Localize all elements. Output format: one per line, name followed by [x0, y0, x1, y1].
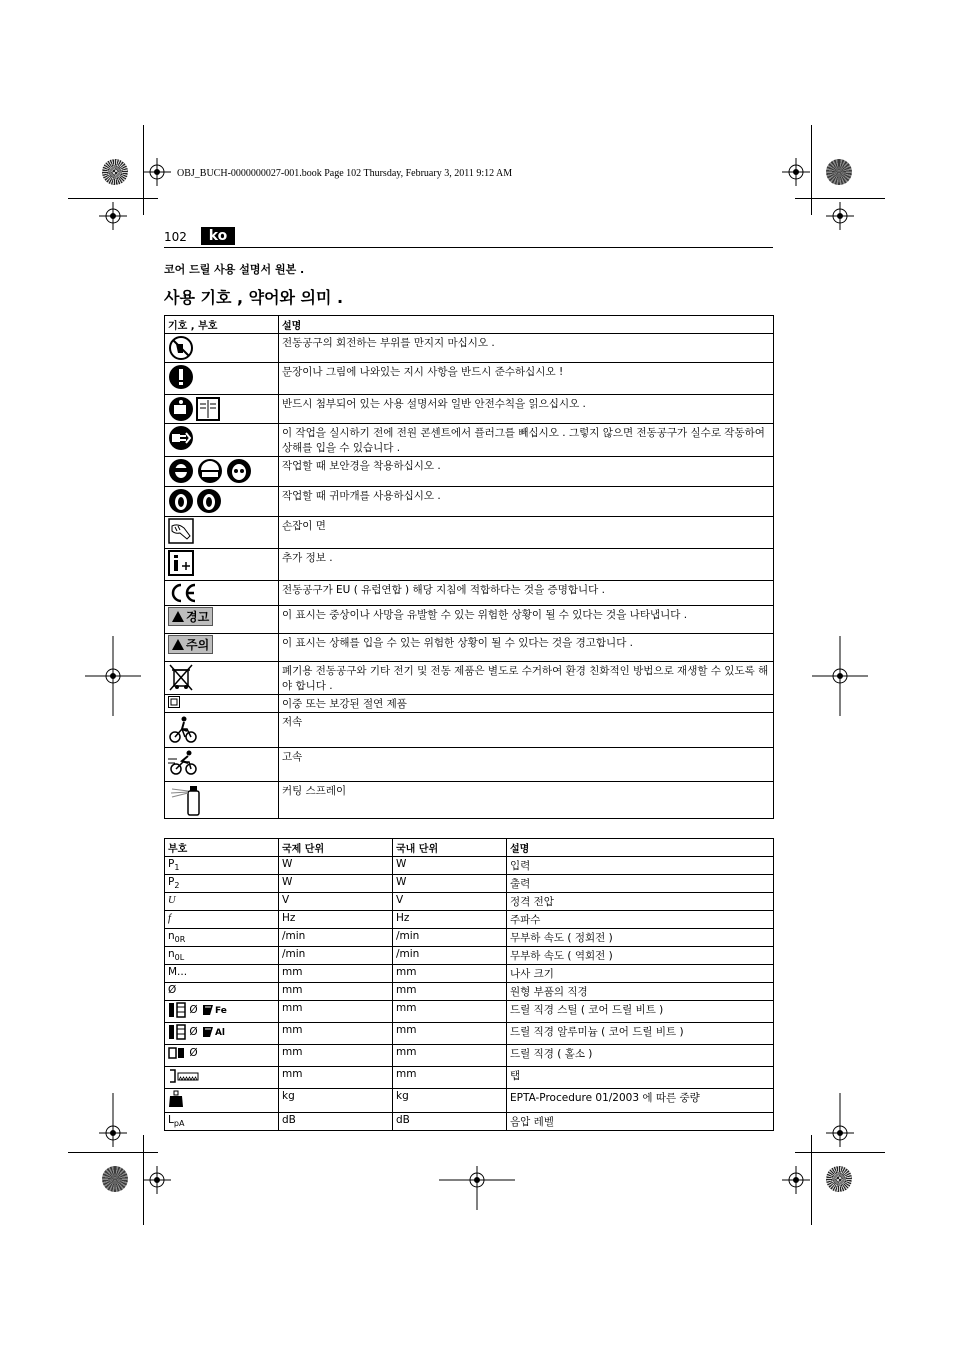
intl-unit-cell: W: [279, 875, 393, 893]
page-number: 102: [164, 230, 187, 244]
column-header: 설명: [279, 316, 774, 334]
intl-unit-cell: mm: [279, 1045, 393, 1067]
table-row: [165, 1113, 774, 1131]
row-description: 고속: [279, 748, 774, 782]
table-row: [165, 457, 774, 487]
crop-mark: [811, 125, 812, 215]
intl-unit-cell: mm: [279, 983, 393, 1001]
table-row: [165, 1023, 774, 1045]
description-cell: 무부하 속도 ( 정회전 ): [507, 929, 774, 947]
table-row: [165, 875, 774, 893]
intl-unit-cell: /min: [279, 947, 393, 965]
warning-label-text: 경고: [186, 610, 210, 624]
domestic-unit-cell: /min: [393, 947, 507, 965]
grip-surface-icon: [168, 518, 194, 544]
description-cell: 드릴 직경 ( 홀소 ): [507, 1045, 774, 1067]
info-icon: [168, 550, 194, 576]
table-row: [165, 695, 774, 713]
high-speed-icon: [168, 749, 198, 777]
symbol-cell: $n_{0R}$: [165, 929, 279, 947]
table-row: [165, 662, 774, 695]
symbol-cell: [165, 1067, 279, 1089]
warning-triangle-icon: [172, 611, 184, 622]
table-row: [165, 911, 774, 929]
weee-bin-icon: [168, 663, 194, 691]
table-row: [165, 782, 774, 819]
document-subtitle: 코어 드릴 사용 설명서 원본 .: [164, 263, 305, 276]
color-calibration-dot: [826, 159, 852, 185]
table-row: [165, 487, 774, 517]
row-description: 반드시 첨부되어 있는 사용 설명서와 일반 안전수칙을 읽으십시오 .: [279, 395, 774, 424]
table-row: [165, 606, 774, 634]
crop-mark: [143, 1135, 144, 1225]
description-cell: 무부하 속도 ( 역회전 ): [507, 947, 774, 965]
table-row: [165, 581, 774, 606]
table-row: [165, 1045, 774, 1067]
column-header: 부호: [165, 839, 279, 857]
table-row: [165, 748, 774, 782]
symbol-cell: $P_2$: [165, 875, 279, 893]
read-manual-icon: [168, 396, 222, 422]
domestic-unit-cell: mm: [393, 1067, 507, 1089]
intl-unit-cell: kg: [279, 1089, 393, 1113]
description-cell: 탭: [507, 1067, 774, 1089]
warning-triangle-icon: [172, 639, 184, 650]
symbol-cell: [165, 1089, 279, 1113]
crop-mark: [68, 198, 158, 199]
table-row: [165, 363, 774, 395]
description-cell: 나사 크기: [507, 965, 774, 983]
core-bit-icon: [168, 1024, 186, 1040]
description-cell: EPTA-Procedure 01/2003 에 따른 중량: [507, 1089, 774, 1113]
symbols-table: [164, 315, 774, 819]
symbol-cell: $P_1$: [165, 857, 279, 875]
column-header: 국내 단위: [393, 839, 507, 857]
symbol-cell: Ø Al: [165, 1023, 279, 1045]
exclamation-icon: [168, 364, 194, 390]
domestic-unit-cell: mm: [393, 965, 507, 983]
table-row: [165, 1067, 774, 1089]
symbol-cell: M...: [165, 965, 279, 983]
symbol-cell: $L_{pA}$: [165, 1113, 279, 1131]
domestic-unit-cell: W: [393, 857, 507, 875]
row-description: 작업할 때 보안경을 착용하십시오 .: [279, 457, 774, 487]
description-cell: 드릴 직경 스틸 ( 코어 드릴 비트 ): [507, 1001, 774, 1023]
no-touch-rotating-icon: [168, 335, 194, 361]
color-calibration-dot: [102, 159, 128, 185]
weight-icon: [168, 1090, 184, 1108]
color-calibration-dot: [826, 1166, 852, 1192]
domestic-unit-cell: V: [393, 893, 507, 911]
domestic-unit-cell: dB: [393, 1113, 507, 1131]
language-tab: ko: [201, 227, 235, 245]
column-header: 기호 , 부호: [165, 316, 279, 334]
description-cell: 주파수: [507, 911, 774, 929]
domestic-unit-cell: mm: [393, 1001, 507, 1023]
header-rule: [164, 247, 773, 248]
ce-mark-icon: [168, 582, 198, 604]
table-row: [165, 424, 774, 457]
crop-mark: [795, 1152, 885, 1153]
material-block-icon: [201, 1025, 215, 1039]
table-row: [165, 634, 774, 662]
ear-protection-icon: [168, 488, 222, 514]
table-row: [165, 395, 774, 424]
domestic-unit-cell: /min: [393, 929, 507, 947]
crop-mark: [811, 1135, 812, 1225]
domestic-unit-cell: mm: [393, 1045, 507, 1067]
table-row: [165, 549, 774, 581]
column-header: 국제 단위: [279, 839, 393, 857]
crop-mark: [143, 125, 144, 215]
intl-unit-cell: mm: [279, 1067, 393, 1089]
description-cell: 음압 레벨: [507, 1113, 774, 1131]
warning-label: [168, 607, 213, 626]
intl-unit-cell: mm: [279, 1023, 393, 1045]
symbol-cell: Ø: [165, 983, 279, 1001]
core-bit-icon: [168, 1002, 186, 1018]
table-row: [165, 334, 774, 363]
description-cell: 정격 전압: [507, 893, 774, 911]
table-row: [165, 929, 774, 947]
symbol-cell: Ø: [165, 1045, 279, 1067]
units-table: [164, 838, 774, 1131]
row-description: 저속: [279, 713, 774, 748]
intl-unit-cell: V: [279, 893, 393, 911]
row-description: 폐기용 전동공구와 기타 전기 및 전동 제품은 별도로 수거하여 환경 친화적인 방법으로 재생할 수 있도록 해야 합니다 .: [279, 662, 774, 695]
table-row: [165, 857, 774, 875]
intl-unit-cell: Hz: [279, 911, 393, 929]
cutting-spray-icon: [168, 783, 204, 817]
row-description: 손잡이 면: [279, 517, 774, 549]
intl-unit-cell: dB: [279, 1113, 393, 1131]
double-insulation-icon: [168, 696, 180, 708]
domestic-unit-cell: W: [393, 875, 507, 893]
table-row: [165, 947, 774, 965]
color-calibration-dot: [102, 1166, 128, 1192]
material-block-icon: [201, 1003, 215, 1017]
symbol-cell: f: [165, 911, 279, 929]
row-description: 추가 정보 .: [279, 549, 774, 581]
intl-unit-cell: /min: [279, 929, 393, 947]
book-header: OBJ_BUCH-0000000027-001.book Page 102 Thursday, February 3, 2011 9:12 AM: [177, 168, 513, 179]
row-description: 전동공구가 EU ( 유럽연합 ) 해당 지침에 적합하다는 것을 증명합니다 .: [279, 581, 774, 606]
table-header-row: [165, 839, 774, 857]
symbol-cell: Ø Fe: [165, 1001, 279, 1023]
table-row: [165, 1001, 774, 1023]
intl-unit-cell: mm: [279, 1001, 393, 1023]
crop-mark: [795, 198, 885, 199]
row-description: 커팅 스프레이: [279, 782, 774, 819]
symbol-cell: U: [165, 893, 279, 911]
row-description: 이중 또는 보강된 절연 제품: [279, 695, 774, 713]
row-description: 문장이나 그림에 나와있는 지시 사항을 반드시 준수하십시오 !: [279, 363, 774, 395]
description-cell: 원형 부품의 직경: [507, 983, 774, 1001]
domestic-unit-cell: mm: [393, 983, 507, 1001]
column-header: 설명: [507, 839, 774, 857]
description-cell: 출력: [507, 875, 774, 893]
domestic-unit-cell: kg: [393, 1089, 507, 1113]
row-description: 전동공구의 회전하는 부위를 만지지 마십시오 .: [279, 334, 774, 363]
hole-saw-icon: [168, 1046, 186, 1060]
intl-unit-cell: mm: [279, 965, 393, 983]
domestic-unit-cell: mm: [393, 1023, 507, 1045]
row-description: 이 표시는 상해를 입을 수 있는 위험한 상황이 될 수 있다는 것을 경고합니다 .: [279, 634, 774, 662]
safety-goggles-icon: [168, 458, 252, 484]
caution-label: [168, 635, 213, 654]
description-cell: 입력: [507, 857, 774, 875]
crop-mark: [68, 1152, 158, 1153]
symbol-cell: $n_{0L}$: [165, 947, 279, 965]
table-row: [165, 893, 774, 911]
page-title: 사용 기호 , 약어와 의미 .: [164, 288, 344, 307]
slow-speed-icon: [168, 714, 198, 744]
intl-unit-cell: W: [279, 857, 393, 875]
domestic-unit-cell: Hz: [393, 911, 507, 929]
unplug-icon: [168, 425, 194, 451]
row-description: 이 작업을 실시하기 전에 전원 콘센트에서 플러그를 빼십시오 . 그렇지 않으면 전동공구가 실수로 작동하여 상해를 입을 수 있습니다 .: [279, 424, 774, 457]
table-row: [165, 1089, 774, 1113]
description-cell: 드릴 직경 알루미늄 ( 코어 드릴 비트 ): [507, 1023, 774, 1045]
table-row: [165, 713, 774, 748]
table-row: [165, 517, 774, 549]
row-description: 작업할 때 귀마개를 사용하십시오 .: [279, 487, 774, 517]
tap-icon: [168, 1068, 200, 1084]
row-description: 이 표시는 중상이나 사망을 유발할 수 있는 위험한 상황이 될 수 있다는 것을 나타냅니다 .: [279, 606, 774, 634]
table-header-row: [165, 316, 774, 334]
table-row: [165, 983, 774, 1001]
caution-label-text: 주의: [186, 638, 210, 652]
table-row: [165, 965, 774, 983]
